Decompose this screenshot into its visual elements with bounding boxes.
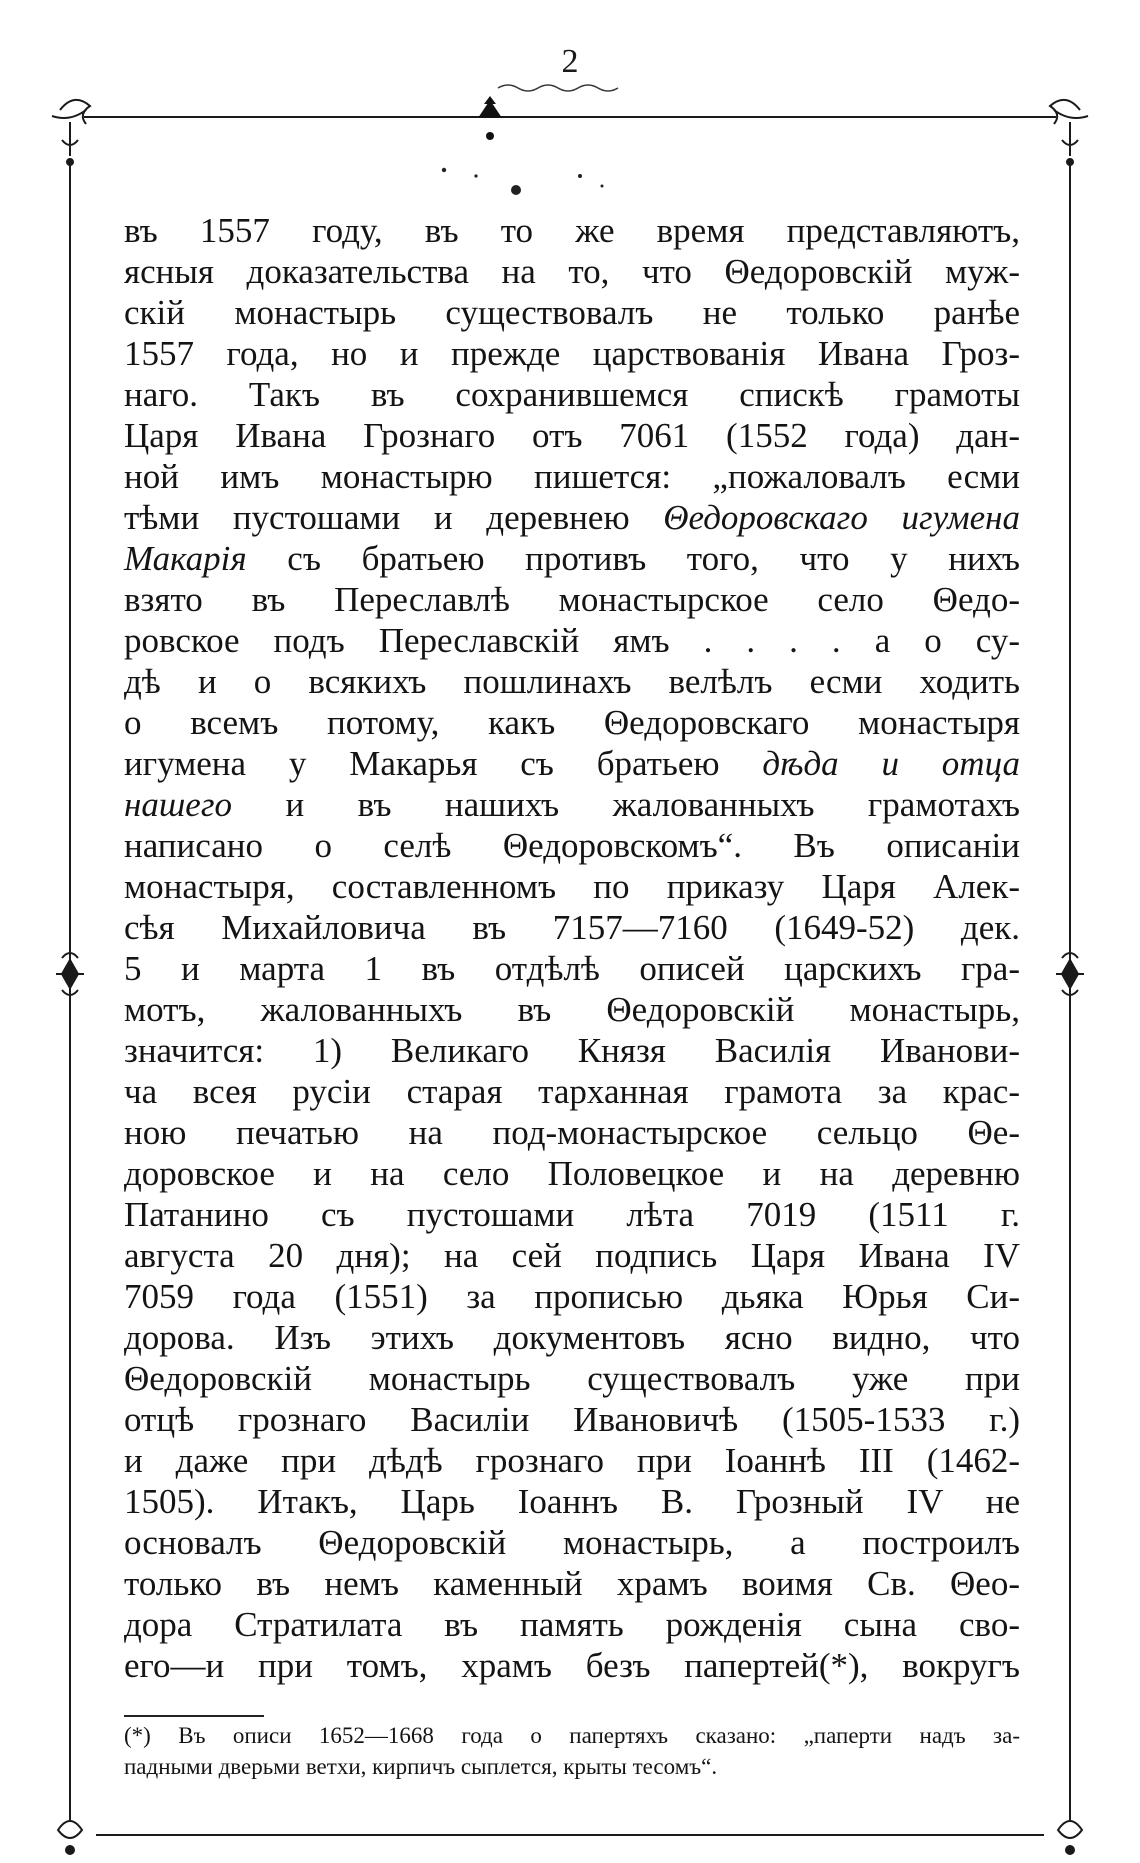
italic-phrase: Макарія xyxy=(124,539,247,578)
right-side-ornament xyxy=(1056,953,1084,995)
text-line: монастыря, составленномъ по приказу Царя Алек- xyxy=(124,867,1020,906)
footnote-line: (*) Въ описи 1652—1668 года о папертяхъ сказано: „паперти надъ за- xyxy=(124,1723,1020,1748)
footnote-line: падными дверьми ветхи, кирпичъ сыплется, крыты тесомъ“. xyxy=(124,1754,718,1779)
text-line: о всемъ потому, какъ Θедоровскаго монастыря xyxy=(124,703,1020,742)
top-right-corner-ornament xyxy=(1050,100,1088,165)
left-side-ornament xyxy=(56,953,84,995)
text-line: августа 20 дня); на сей подпись Царя Ивана IV xyxy=(124,1236,1020,1275)
text-line: дорова. Изъ этихъ документовъ ясно видно, что xyxy=(124,1318,1020,1357)
italic-phrase: нашего xyxy=(124,785,232,824)
ink-specks xyxy=(442,168,604,195)
text-line: Θедоровскій монастырь существовалъ уже при xyxy=(124,1359,1020,1398)
text-line: 1505). Итакъ, Царь Іоаннъ В. Грозный IV не xyxy=(124,1482,1020,1521)
text-line: скій монастырь существовалъ не только ранѣе xyxy=(124,293,1020,332)
text-line xyxy=(124,497,1020,538)
text-line: мотъ, жалованныхъ въ Θедоровскій монастырь, xyxy=(124,990,1020,1029)
page-number: 2 xyxy=(561,43,579,80)
footnote-divider xyxy=(124,1715,264,1717)
text-segment: игумена у Макарья съ братьею xyxy=(124,744,763,783)
text-line: ча всея русіи старая тарханная грамота за крас- xyxy=(124,1072,1020,1111)
text-line: Царя Ивана Грознаго отъ 7061 (1552 года) дан- xyxy=(124,416,1020,455)
top-left-corner-ornament xyxy=(52,100,90,165)
text-line: только въ немъ каменный храмъ воимя Св. Θео- xyxy=(124,1564,1020,1603)
text-line: доровское и на село Половецкое и на деревню xyxy=(124,1154,1020,1193)
text-line: взято въ Переславлѣ монастырское село Θедо- xyxy=(124,580,1020,619)
text-segment: тѣми пустошами и деревнею xyxy=(124,498,664,537)
text-line: его—и при томъ, храмъ безъ папертей(*), вокругъ xyxy=(124,1646,1020,1685)
main-text xyxy=(124,210,1020,1686)
text-line xyxy=(124,538,1020,579)
text-line: значится: 1) Великаго Князя Василія Иванови- xyxy=(124,1031,1020,1070)
text-line: отцѣ грознаго Василіи Ивановичѣ (1505-1533 г.) xyxy=(124,1400,1020,1439)
text-line xyxy=(124,743,1020,784)
text-line: основалъ Θедоровскій монастырь, а построилъ xyxy=(124,1523,1020,1562)
text-line: сѣя Михайловича въ 7157—7160 (1649-52) дек. xyxy=(124,908,1020,947)
italic-phrase: дѣда и отца xyxy=(762,744,1020,783)
text-line: 7059 года (1551) за прописью дьяка Юрья Си- xyxy=(124,1277,1020,1316)
text-line: наго. Такъ въ сохранившемся спискѣ грамоты xyxy=(124,375,1020,414)
top-center-ornament xyxy=(478,96,502,140)
bottom-right-corner-ornament xyxy=(1058,1800,1082,1854)
text-line: дѣ и о всякихъ пошлинахъ велѣлъ есми ходить xyxy=(124,662,1020,701)
text-line xyxy=(124,784,1020,825)
text-line: 5 и марта 1 въ отдѣлѣ описей царскихъ гра- xyxy=(124,949,1020,988)
text-line: ясныя доказательства на то, что Θедоровскій муж- xyxy=(124,252,1020,291)
italic-phrase: Θедоровскаго игумена xyxy=(663,498,1021,537)
text-segment: съ братьею противъ того, что у нихъ xyxy=(246,539,1020,578)
bottom-left-corner-ornament xyxy=(58,1800,82,1854)
text-segment: и въ нашихъ жалованныхъ грамотахъ xyxy=(231,785,1020,824)
text-line: 1557 года, но и прежде царствованія Ивана Гроз- xyxy=(124,334,1020,373)
footnote xyxy=(124,1720,1020,1782)
text-line: и даже при дѣдѣ грознаго при Іоаннѣ III (1462- xyxy=(124,1441,1020,1480)
text-line: ной имъ монастырю пишется: „пожаловалъ есми xyxy=(124,457,1020,496)
text-line: дора Стратилата въ память рожденія сына сво- xyxy=(124,1605,1020,1644)
text-line: ною печатью на под-монастырское сельцо Θе- xyxy=(124,1113,1020,1152)
text-line: Патанино съ пустошами лѣта 7019 (1511 г. xyxy=(124,1195,1020,1234)
text-line: ровское подъ Переславскій ямъ . . . . а о су- xyxy=(124,621,1020,660)
text-line: въ 1557 году, въ то же время представляютъ, xyxy=(124,211,1020,250)
text-line: написано о селѣ Θедоровскомъ“. Въ описаніи xyxy=(124,826,1020,865)
